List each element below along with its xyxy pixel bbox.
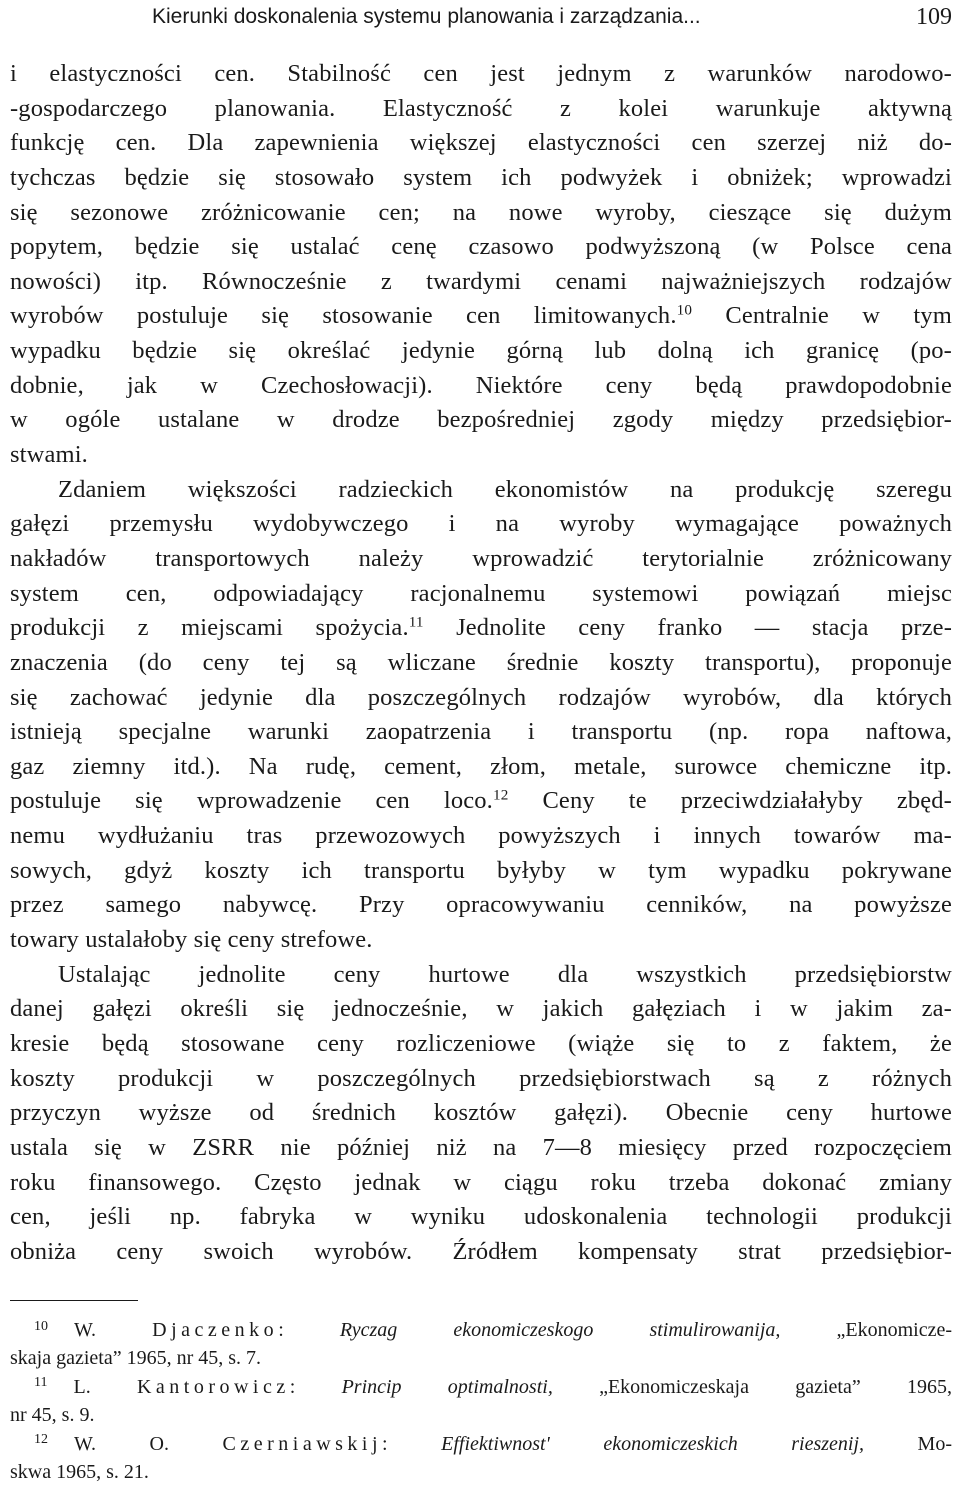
text-segment: Ceny te przeciwdziałałyby zbęd- [508,787,952,815]
running-title: Kierunki doskonalenia systemu planowania i zarządzania... [152,5,701,28]
footnote-10 [10,1316,952,1344]
footnote-11 [10,1373,952,1401]
text-line: -gospodarczego planowania. Elastyczność z kolei warunkuje aktywną [10,94,952,122]
text-line: koszty produkcji w poszczególnych przedsiębiorstwach są z różnych [10,1064,952,1092]
running-header [152,2,952,32]
text-line: ustala się w ZSRR nie później niż na 7—8 miesięcy przed rozpoczęciem [10,1133,952,1161]
footnote-colon: : [278,1319,340,1341]
text-line: funkcję cen. Dla zapewnienia większej elastyczności cen szerzej niż do- [10,129,952,157]
text-segment: wyrobów postuluje się stosowanie cen limitowanych. [10,302,677,330]
footnote-source: „Ekonomiczeskaja gazieta” 1965, [552,1375,952,1398]
text-line: gaz ziemny itd.). Na rudę, cement, złom, metale, surowce chemiczne itp. [10,752,952,780]
paragraph-first-line: Zdaniem większości radzieckich ekonomistów na produkcję szeregu [58,475,952,503]
text-line: i elastyczności cen. Stabilność cen jest jednym z warunków narodowo- [10,60,952,87]
footnote-reference: 10 [676,302,693,320]
footnote-number: 11 [34,1375,48,1391]
footnote-continuation: skwa 1965, s. 21. [10,1460,149,1483]
text-line: nemu wydłużaniu tras przewozowych powyższych i innych towarów ma- [10,822,952,850]
main-text [10,57,952,1269]
text-line: się sezonowe zróżnicowanie cen; na nowe wyroby, cieszące się dużym [10,198,952,226]
text-line [10,611,952,646]
text-line: obniża ceny swoich wyrobów. Źródłem kompensaty strat przedsiębior- [10,1237,952,1265]
text-line: towary ustalałoby się ceny strefowe. [10,926,373,954]
footnote-title: Effiektiwnost' ekonomiczeskich rieszenij, [441,1432,865,1455]
footnote-source: Mo- [864,1432,952,1455]
text-line: przyczyn wyższe od średnich kosztów gałęzi). Obecnie ceny hurtowe [10,1099,952,1127]
footnote-author: Djaczenko [152,1319,279,1341]
footnote-number: 12 [34,1432,48,1448]
text-line: sowych, gdyż koszty ich transportu byłyby w tym wypadku pokrywane [10,856,952,884]
footnote-colon: : [382,1432,442,1455]
text-segment: produkcji z miejscami spożycia. [10,614,409,642]
footnote-reference: 11 [408,613,424,631]
text-line [10,299,952,334]
text-line [10,784,952,819]
footnote-initials: L. [73,1375,137,1398]
text-line: tychczas będzie się stosowało system ich podwyżek i obniżek; wprowadzi [10,163,952,191]
text-line: stwami. [10,441,88,469]
footnote-title: Princip optimalnosti, [341,1375,553,1398]
text-line: popytem, będzie się ustalać cenę czasowo podwyższoną (w Polsce cena [10,233,952,261]
footnote-author: Kantorowicz [136,1375,290,1398]
text-line: cen, jeśli np. fabryka w wyniku udoskonalenia technologii produkcji [10,1203,952,1231]
footnote-initials: W. O. [74,1432,223,1455]
footnote-colon: : [289,1375,342,1398]
text-segment: postuluje się wprowadzenie cen loco. [10,787,493,815]
text-line: wypadku będzie się określać jedynie górną lub dolną ich granicę (po- [10,337,952,365]
footnote-source: „Ekonomicze- [780,1319,953,1341]
footnotes [10,1316,952,1486]
footnote-initials: W. [74,1319,153,1341]
text-segment: Jednolite ceny franko — stacja prze- [423,614,953,642]
text-line: znaczenia (do ceny tej są wliczane średnie koszty transportu), proponuje [10,648,952,676]
footnote-title: Ryczag ekonomiczeskogo stimulirowanija, [339,1319,781,1341]
page-number: 109 [916,4,952,30]
footnote-separator [10,1300,138,1301]
text-line: danej gałęzi określi się jednocześnie, w jakich gałęziach i w jakim za- [10,995,952,1023]
footnote-number: 10 [34,1318,48,1334]
text-line: nakładów transportowych należy wprowadzić terytorialnie zróżnicowany [10,544,952,572]
footnote-author: Czerniawskij [222,1432,383,1455]
text-line: dobnie, jak w Czechosłowacji). Niektóre ceny będą prawdopodobnie [10,371,952,399]
text-line: przez samego nabywcę. Przy opracowywaniu cenników, na powyższe [10,891,952,919]
text-line: kresie będą stosowane ceny rozliczeniowe (wiąże się to z faktem, że [10,1029,952,1057]
text-line: się zachować jedynie dla poszczególnych rodzajów wyrobów, dla których [10,683,952,711]
text-segment: Centralnie w tym [692,302,952,330]
footnote-reference: 12 [492,787,509,805]
text-line: w ogóle ustalane w drodze bezpośredniej zgody między przedsiębior- [10,406,952,434]
text-line: roku finansowego. Często jednak w ciągu roku trzeba dokonać zmiany [10,1168,952,1196]
text-line: system cen, odpowiadający racjonalnemu systemowi powiązań miejsc [10,579,952,607]
footnote-continuation: skaja gazieta” 1965, nr 45, s. 7. [10,1347,262,1370]
paragraph-first-line: Ustalając jednolite ceny hurtowe dla wszystkich przedsiębiorstw [58,960,952,988]
footnote-12 [10,1430,952,1458]
text-line: istnieją specjalne warunki zaopatrzenia i transportu (np. ropa naftowa, [10,718,952,746]
text-line: gałęzi przemysłu wydobywczego i na wyroby wymagające poważnych [10,510,952,538]
footnote-continuation: nr 45, s. 9. [10,1404,95,1427]
text-line: nowości) itp. Równocześnie z twardymi cenami najważniejszych rodzajów [10,267,952,295]
